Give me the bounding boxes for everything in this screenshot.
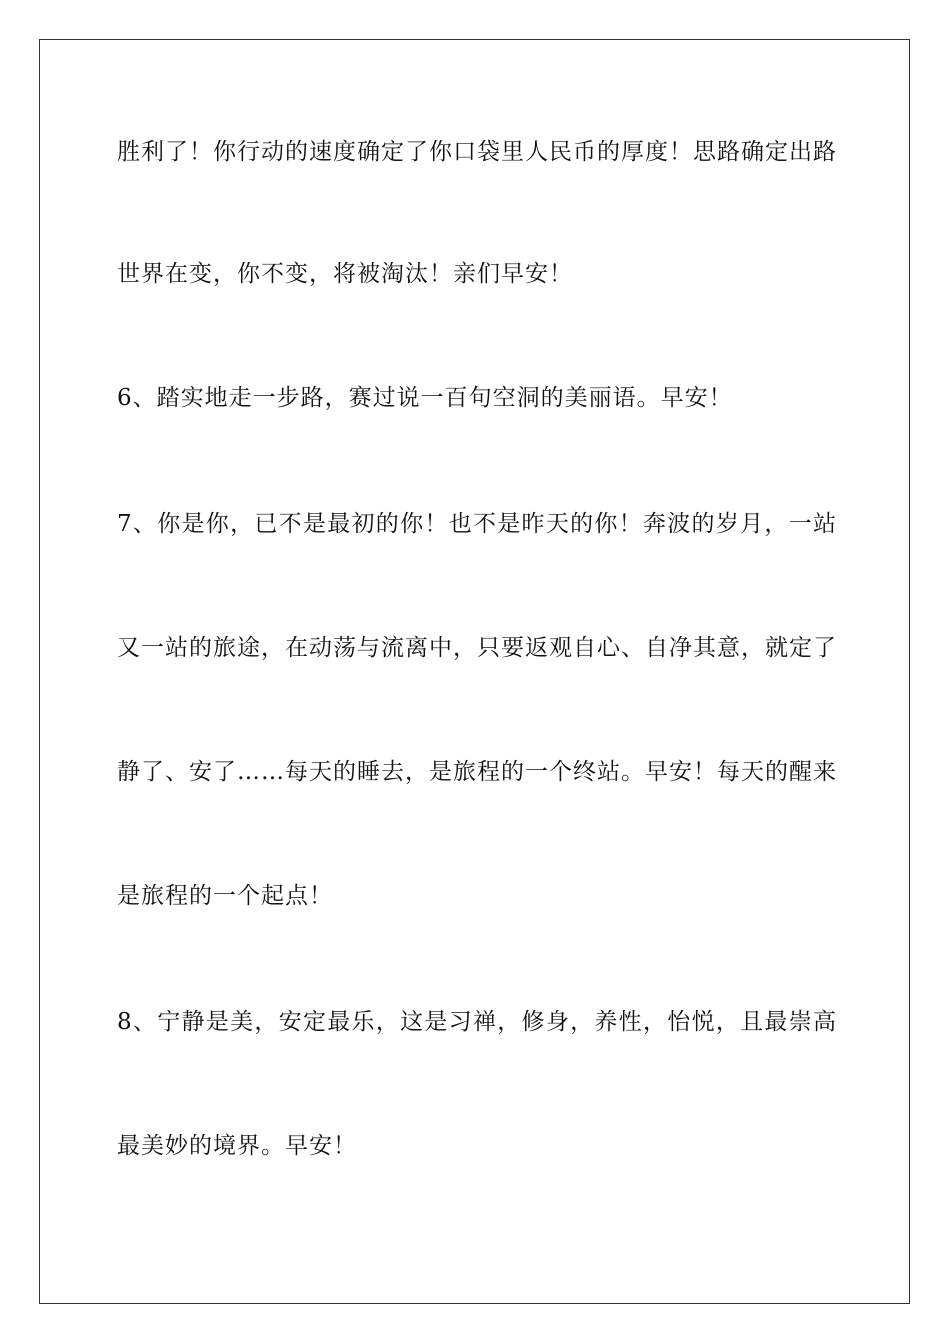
page-frame — [39, 39, 910, 1304]
text-line: 8、宁静是美，安定最乐，这是习禅，修身，养性，怡悦，且最崇高 — [117, 1009, 837, 1035]
text-line: 最美妙的境界。早安！ — [117, 1133, 357, 1159]
text-line: 静了、安了……每天的睡去，是旅程的一个终站。早安！每天的醒来 — [117, 759, 837, 785]
text-line: 7、你是你，已不是最初的你！也不是昨天的你！奔波的岁月，一站 — [117, 511, 837, 537]
text-line: 6、踏实地走一步路，赛过说一百句空洞的美丽语。早安！ — [117, 385, 733, 411]
text-line: 又一站的旅途，在动荡与流离中，只要返观自心、自净其意，就定了 — [117, 635, 837, 661]
text-line: 是旅程的一个起点！ — [117, 883, 333, 909]
text-line: 胜利了！你行动的速度确定了你口袋里人民币的厚度！思路确定出路 — [117, 139, 837, 165]
text-line: 世界在变，你不变，将被淘汰！亲们早安！ — [117, 261, 573, 287]
